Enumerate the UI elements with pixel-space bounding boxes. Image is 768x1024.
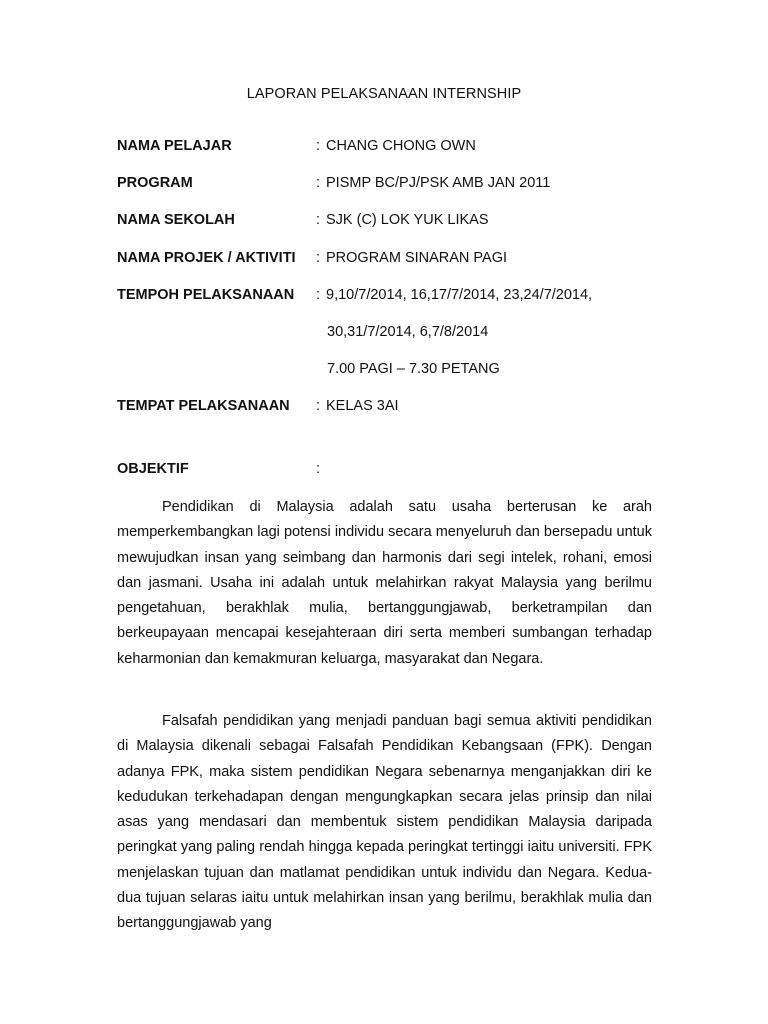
field-colon: : xyxy=(316,398,321,414)
field-colon: : xyxy=(316,138,321,154)
field-value: PROGRAM SINARAN PAGI xyxy=(326,250,508,266)
field-label: TEMPAT PELAKSANAAN xyxy=(117,398,290,414)
field-objektif xyxy=(117,461,677,481)
body-paragraph: Pendidikan di Malaysia adalah satu usaha berterusan ke arah memperkembangkan lagi potensi individu secara menyeluruh dan bersepadu untuk mewujudkan insan yang seimbang dan harmonis dari segi intelek, rohani, emosi dan jasmani. Usaha ini adalah untuk melahirkan rakyat Malaysia yang berilmu pengetahuan, berakhlak mulia, bertanggungjawab, berketrampilan dan berkeupayaan mencapai kesejahteraan diri serta memberi sumbangan terhadap keharmonian dan kemakmuran keluarga, masyarakat dan Negara. xyxy=(117,499,652,667)
field-label: NAMA SEKOLAH xyxy=(117,212,235,228)
field-label: NAMA PROJEK / AKTIVITI xyxy=(117,250,296,266)
field-colon: : xyxy=(316,212,321,228)
document-title: LAPORAN PELAKSANAAN INTERNSHIP xyxy=(246,86,522,102)
field-program xyxy=(117,175,677,195)
field-label: TEMPOH PELAKSANAAN xyxy=(117,287,295,303)
field-value: SJK (C) LOK YUK LIKAS xyxy=(326,212,489,228)
field-tempoh-pelaksanaan xyxy=(117,287,677,307)
field-nama-projek xyxy=(117,250,677,270)
field-nama-pelajar xyxy=(117,138,677,158)
field-colon: : xyxy=(316,287,321,303)
field-tempat-pelaksanaan xyxy=(117,398,677,418)
field-tempoh-continuation: 30,31/7/2014, 6,7/8/2014 xyxy=(327,324,489,340)
field-colon: : xyxy=(316,175,321,191)
field-nama-sekolah xyxy=(117,212,677,232)
body-paragraph: Falsafah pendidikan yang menjadi panduan bagi semua aktiviti pendidikan di Malaysia dikenali sebagai Falsafah Pendidikan Kebangsaan (FPK). Dengan adanya FPK, maka sistem pendidikan Negara sebenarnya menganjakkan diri ke kedudukan terkehadapan dengan mengungkapkan secara jelas prinsip dan nilai asas yang mendasari dan membentuk sistem pendidikan Malaysia daripada peringkat yang paling rendah hingga kepada peringkat tertinggi iaitu universiti. FPK menjelaskan tujuan dan matlamat pendidikan untuk individu dan Negara. Kedua-dua tujuan selaras iaitu untuk melahirkan insan yang berilmu, berakhlak mulia dan bertanggungjawab yang xyxy=(117,713,652,932)
field-value: PISMP BC/PJ/PSK AMB JAN 2011 xyxy=(326,175,551,191)
field-colon: : xyxy=(316,461,321,477)
field-value: CHANG CHONG OWN xyxy=(326,138,476,154)
field-label: OBJEKTIF xyxy=(117,461,189,477)
field-label: NAMA PELAJAR xyxy=(117,138,232,154)
field-colon: : xyxy=(316,250,321,266)
field-tempoh-time: 7.00 PAGI – 7.30 PETANG xyxy=(327,361,500,377)
field-label: PROGRAM xyxy=(117,175,193,191)
field-value: KELAS 3AI xyxy=(326,398,399,414)
field-value: 9,10/7/2014, 16,17/7/2014, 23,24/7/2014, xyxy=(326,287,593,303)
